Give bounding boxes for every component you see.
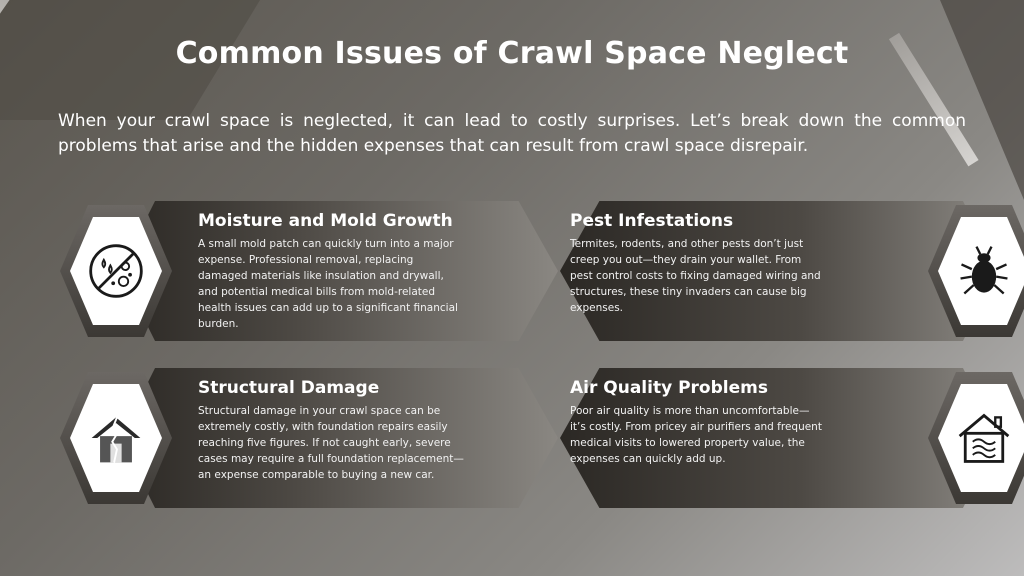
card-description: Termites, rodents, and other pests don’t just creep you out—they drain your wallet. From pest control costs to fixing damaged wiring and structures, these tiny invaders can cause big expenses. — [570, 238, 821, 314]
bug-icon — [954, 241, 1014, 301]
mold-spores-icon — [86, 241, 146, 301]
card-heading: Air Quality Problems — [570, 378, 768, 398]
card-heading: Pest Infestations — [570, 211, 734, 231]
card-moisture-mold — [60, 201, 500, 341]
page-title: Common Issues of Crawl Space Neglect — [175, 36, 849, 71]
card-structural-damage — [60, 368, 500, 508]
house-air-flow-icon — [954, 408, 1014, 468]
card-heading: Structural Damage — [198, 378, 380, 398]
card-heading: Moisture and Mold Growth — [198, 211, 453, 231]
intro-paragraph: When your crawl space is neglected, it can lead to costly surprises. Let’s break down the common problems that arise and the hidden expenses that can result from crawl space disrepair. — [58, 111, 966, 156]
card-air-quality — [560, 368, 1000, 508]
decor-top-right — [904, 0, 1024, 200]
card-description: Structural damage in your crawl space can be extremely costly, with foundation repairs easily reaching five figures. If not caught early, severe cases may require a full foundation replacement—an expense comparable to buying a new car. — [198, 405, 464, 481]
card-pest-infestations — [560, 201, 1000, 341]
card-description: A small mold patch can quickly turn into a major expense. Professional removal, replacing damaged materials like insulation and drywall, and potential medical bills from mold-related health issues can add up to a significant financial burden. — [198, 238, 458, 330]
card-description: Poor air quality is more than uncomfortable—it’s costly. From pricey air purifiers and frequent medical visits to lowered property value, the expenses can quickly add up. — [570, 405, 822, 465]
cracked-house-icon — [86, 408, 146, 468]
